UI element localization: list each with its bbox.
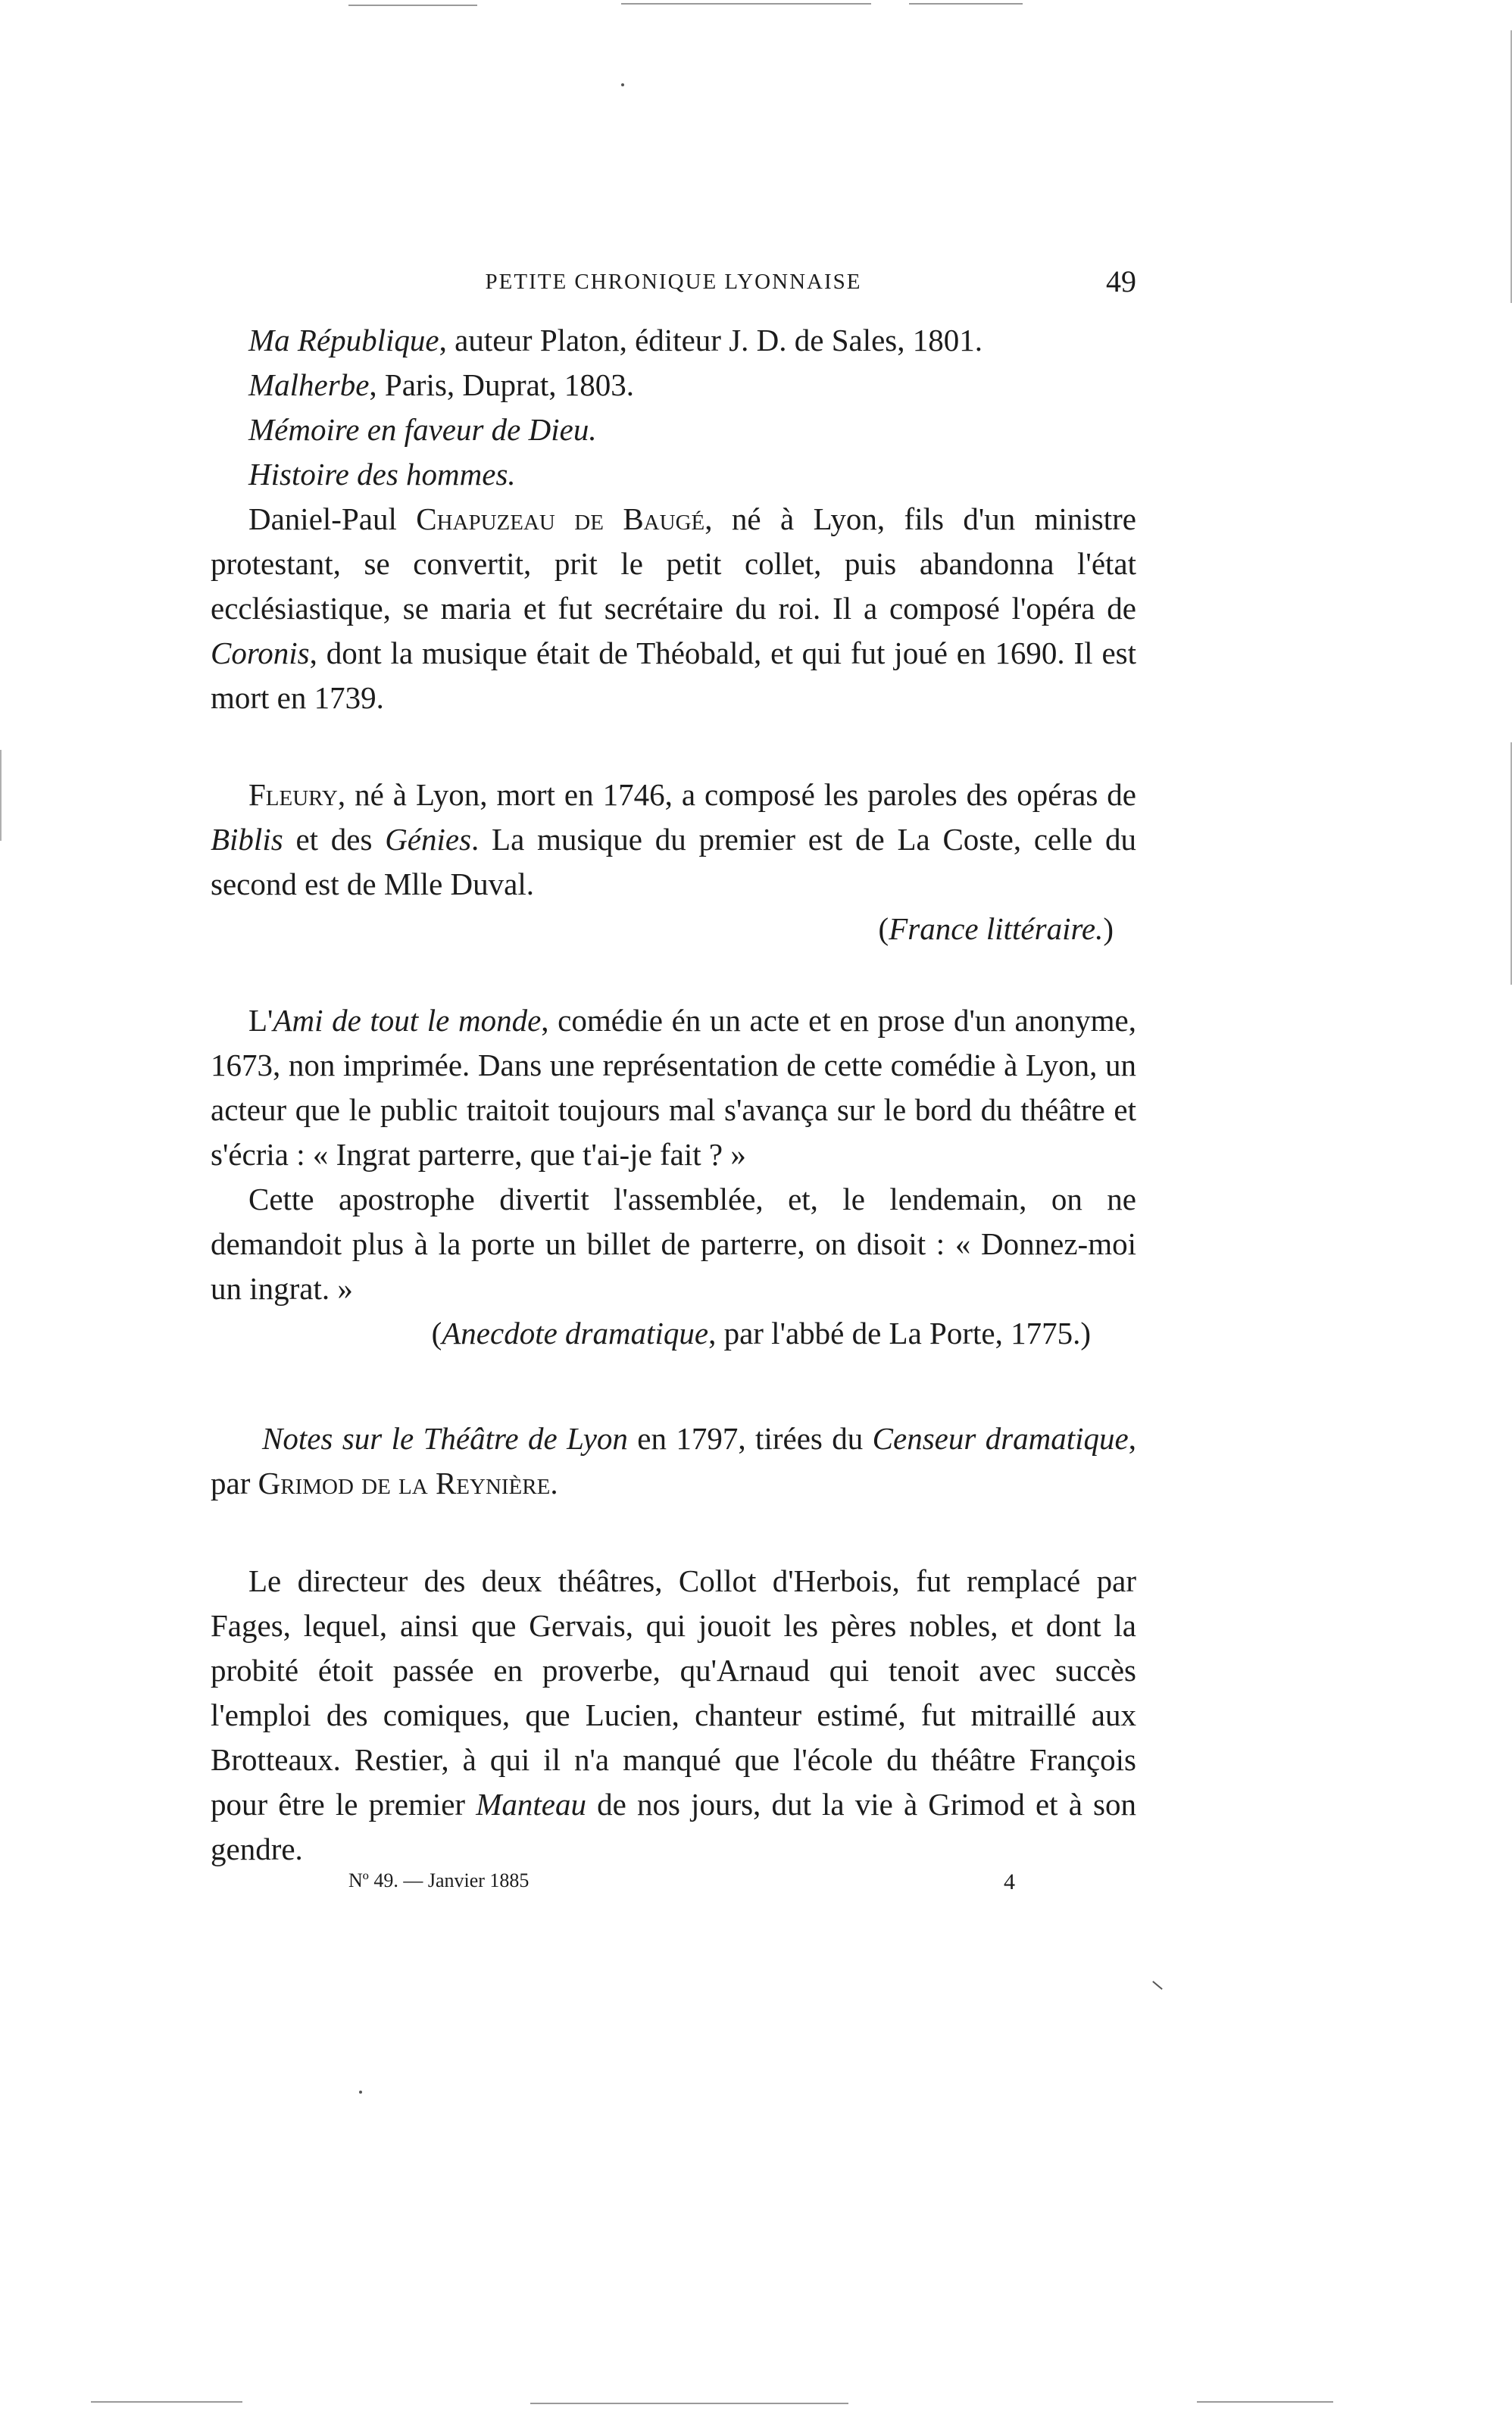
scan-edge-line xyxy=(621,3,871,5)
scan-edge-line xyxy=(91,2401,242,2403)
work-title: Malherbe xyxy=(248,367,370,402)
person-name: Fleury xyxy=(248,777,338,812)
page-footer xyxy=(348,1869,1015,1900)
source-title: France littéraire. xyxy=(889,911,1104,946)
entry-chapuzeau xyxy=(211,318,1136,720)
emphasis: Manteau xyxy=(476,1787,586,1822)
issue-signature: Nº 49. — Janvier 1885 xyxy=(348,1869,530,1891)
work-title: Biblis xyxy=(211,822,283,857)
work-line xyxy=(211,363,1136,408)
text-run: Le directeur des deux théâtres, Collot d'Herbois, fut remplacé par Fages, lequel, ainsi que Gervais, qui jouoit les pères nobles, et dont la probité étoit passée en proverbe, qu'Arnaud qui tenoit avec succès l'emploi des comiques, que Lucien, chanteur estimé, fut mitraillé aux Brotteaux. Restier, à qui il n'a manqué que l'école du théâtre François pour être le premier xyxy=(211,1563,1136,1822)
work-title: Notes sur le Théâtre de Lyon xyxy=(262,1421,628,1456)
scan-edge-line xyxy=(0,750,2,841)
text-run: ( xyxy=(431,1316,442,1351)
sheet-number: 4 xyxy=(1004,1869,1015,1894)
text-run: . xyxy=(550,1466,558,1501)
text-run: , par xyxy=(211,1421,1137,1501)
section-heading-notes xyxy=(211,1416,1136,1506)
scan-edge-line xyxy=(348,5,477,6)
source-title: Anecdote dramatique xyxy=(442,1316,709,1351)
text-run: ( xyxy=(878,911,889,946)
paragraph xyxy=(211,773,1136,907)
page-number: 49 xyxy=(1106,264,1136,298)
scan-edge-line xyxy=(530,2403,848,2404)
text-run: , comédie én un acte et en prose d'un anonyme, 1673, non imprimée. Dans une représentation de cette comédie à Lyon, un acteur que le public traitoit toujours mal s'avança sur le bord du théâtre et s'écria : « Ingrat parterre, que t'ai-je fait ? » xyxy=(211,1003,1136,1172)
text-run: Daniel-Paul xyxy=(248,501,417,536)
paragraph xyxy=(211,998,1136,1177)
work-details: , Paris, Duprat, 1803. xyxy=(369,367,635,402)
scan-edge-line xyxy=(1197,2401,1333,2403)
source-citation xyxy=(211,1311,1136,1356)
text-run: en 1797, tirées du xyxy=(627,1421,873,1456)
person-name: Grimod de la Reynière xyxy=(258,1466,551,1501)
work-title: Histoire des hommes. xyxy=(248,457,516,492)
work-title: Génies xyxy=(385,822,472,857)
text-run: , né à Lyon, mort en 1746, a composé les paroles des opéras de xyxy=(337,777,1136,812)
running-head xyxy=(211,264,1136,301)
entry-directeur xyxy=(211,1559,1136,1872)
person-name: Chapuzeau de Baugé xyxy=(416,501,705,536)
paragraph xyxy=(211,1416,1136,1506)
running-title: PETITE CHRONIQUE LYONNAISE xyxy=(485,270,862,294)
work-title: Coronis xyxy=(211,636,310,670)
text-run: et des xyxy=(283,822,386,857)
work-title: Censeur dramatique xyxy=(872,1421,1129,1456)
text-run: , par l'abbé de La Porte, 1775.) xyxy=(708,1316,1091,1351)
text-run: ) xyxy=(1103,911,1114,946)
entry-ami-de-tout-le-monde xyxy=(211,998,1136,1356)
work-details: , auteur Platon, éditeur J. D. de Sales, 1801. xyxy=(439,323,983,358)
text-run: de nos jours, dut la vie à Grimod et à son gendre. xyxy=(211,1787,1136,1866)
work-title: Ami de tout le monde xyxy=(273,1003,542,1038)
text-run: , dont la musique était de Théobald, et qui fut joué en 1690. Il est mort en 1739. xyxy=(211,636,1136,715)
work-line xyxy=(211,452,1136,497)
scan-edge-line xyxy=(909,3,1023,5)
text-run: , né à Lyon, fils d'un ministre protestant, se convertit, prit le petit collet, puis abandonna l'état ecclésiastique, se maria et fut secrétaire du roi. Il a composé l'opéra de xyxy=(211,501,1136,626)
paragraph xyxy=(211,1559,1136,1872)
entry-fleury xyxy=(211,773,1136,951)
text-run: L' xyxy=(248,1003,273,1038)
paragraph: Cette apostrophe divertit l'assemblée, et, le lendemain, on ne demandoit plus à la porte un billet de parterre, on disoit : « Donnez-moi un ingrat. » xyxy=(211,1182,1136,1306)
work-title: Mémoire en faveur de Dieu. xyxy=(248,412,597,447)
text-run: . La musique du premier est de La Coste, celle du second est de Mlle Duval. xyxy=(211,822,1136,901)
work-line xyxy=(211,408,1136,452)
scan-speck xyxy=(359,2091,362,2094)
work-line xyxy=(211,318,1136,363)
paragraph xyxy=(211,497,1136,720)
source-citation xyxy=(211,907,1136,951)
scan-speck xyxy=(621,83,624,86)
scan-speck xyxy=(1152,1981,1163,1990)
work-title: Ma République xyxy=(248,323,439,358)
